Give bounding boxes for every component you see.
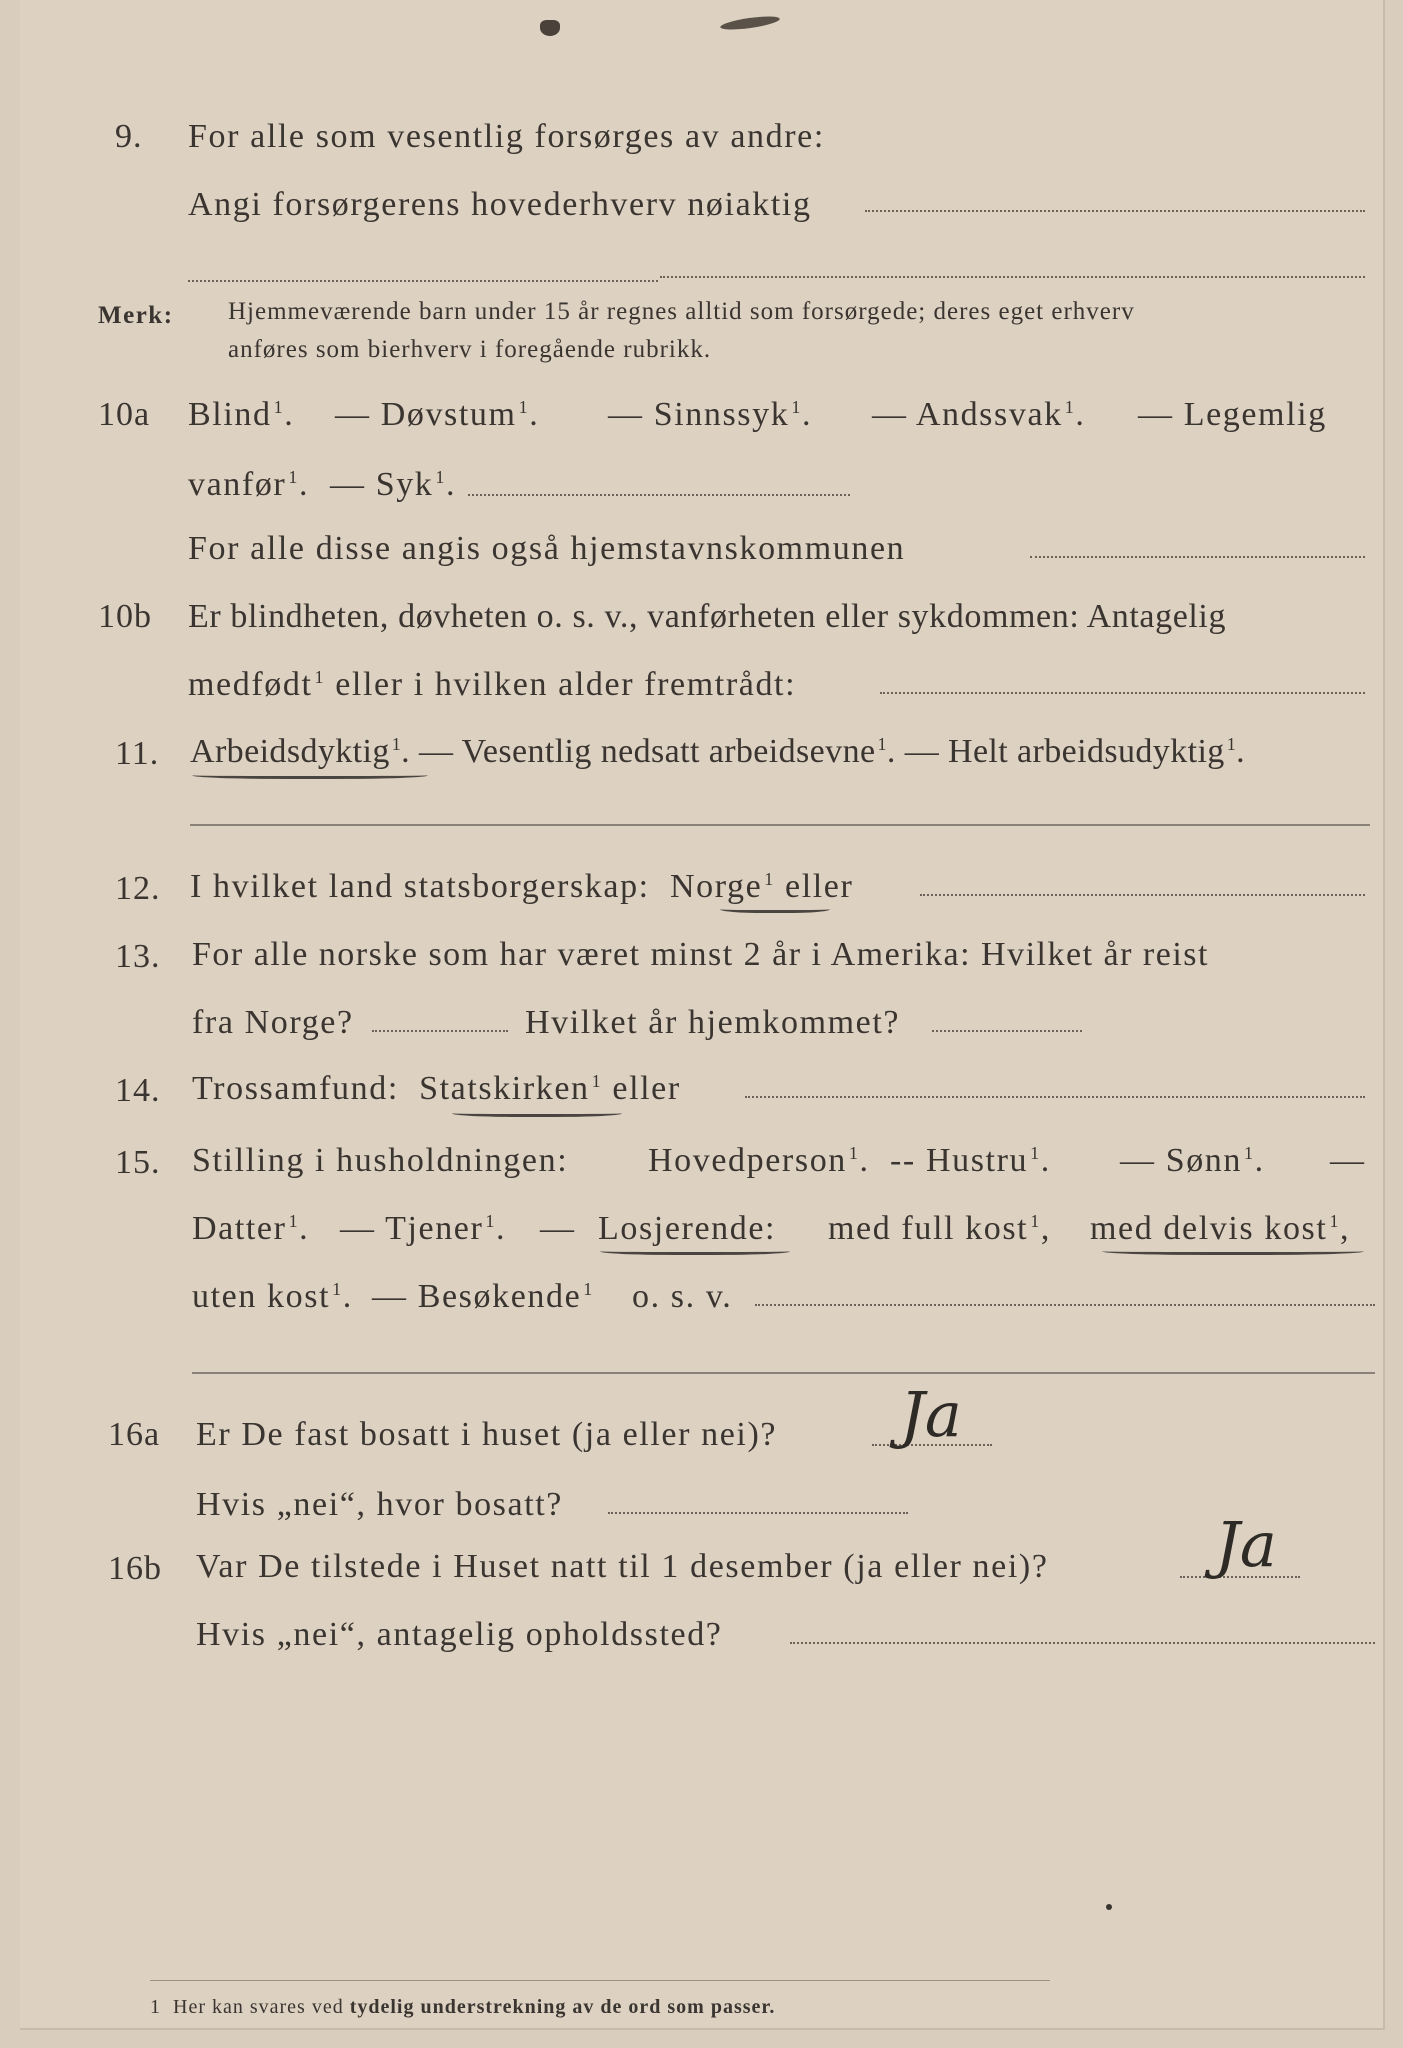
question-16a-line1: Er De fast bosatt i huset (ja eller nei)? [196, 1416, 778, 1453]
question-10a-line3: For alle disse angis også hjemstavnskommunen [188, 530, 906, 567]
answer-line-16a-b [608, 1512, 908, 1514]
ink-blot [720, 14, 781, 32]
answer-line-15 [755, 1304, 1375, 1306]
option-legemlig: — Legemlig [1138, 396, 1327, 433]
question-13-line1: For alle norske som har været minst 2 år i Amerika: Hvilket år reist [192, 936, 1209, 973]
osv: o. s. v. [632, 1278, 733, 1315]
dash: — [540, 1210, 576, 1247]
option-sinnssyk: — Sinnssyk $^1$. [608, 396, 813, 433]
answer-line-16b-b [790, 1642, 1375, 1644]
question-15-line1a: Stilling i husholdningen: [192, 1142, 569, 1179]
option-losjerende: Losjerende: [598, 1210, 777, 1247]
dash: — [1330, 1142, 1366, 1179]
ink-dot [1106, 1904, 1112, 1910]
footnote: 1 Her kan svares ved tydelig understrekning av de ord som passer. [150, 1996, 776, 2018]
answer-line-9 [865, 210, 1365, 212]
handwritten-answer-16b: Ja [1215, 1508, 1277, 1581]
option-blind: Blind $^1$. [188, 396, 295, 433]
question-10b-line2: medfødt $^1$ eller i hvilken alder fremtrådt: [188, 666, 797, 703]
footnote-divider [150, 1980, 1050, 1981]
option-sonn: — Sønn $^1$. [1120, 1142, 1265, 1179]
answer-line-syk [468, 494, 850, 496]
answer-line-12 [920, 894, 1365, 896]
question-16a-line2: Hvis „nei“, hvor bosatt? [196, 1486, 563, 1523]
answer-line-13b [932, 1030, 1082, 1032]
question-16b-line1: Var De tilstede i Huset natt til 1 desember (ja eller nei)? [196, 1548, 1049, 1585]
question-10b-number: 10b [98, 598, 152, 635]
question-9-number: 9. [115, 118, 143, 155]
handwritten-underline [192, 770, 428, 779]
question-14-text: Trossamfund: Statskirken $^1$ eller [192, 1070, 681, 1107]
question-14-number: 14. [115, 1072, 161, 1109]
question-11-options: Arbeidsdyktig $^1$. — Vesentlig nedsatt arbeidsevne $^1$. — Helt arbeidsudyktig $^1$. [190, 733, 1246, 770]
answer-line-10b [880, 692, 1365, 694]
question-12-text: I hvilket land statsborgerskap: Norge $^1$ eller [190, 868, 854, 905]
answer-line-15b [192, 1372, 1375, 1374]
answer-line-9b [188, 280, 658, 282]
question-16a-number: 16a [108, 1416, 161, 1453]
question-11-number: 11. [115, 735, 160, 772]
handwritten-underline [720, 904, 830, 913]
option-hovedperson: Hovedperson $^1$. [648, 1142, 870, 1179]
question-9-line1: For alle som vesentlig forsørges av andre: [188, 118, 825, 155]
handwritten-answer-16a: Ja [900, 1378, 962, 1451]
handwritten-underline [452, 1108, 622, 1117]
answer-line-14 [745, 1096, 1365, 1098]
question-10b-line1: Er blindheten, døvheten o. s. v., vanførheten eller sykdommen: Antagelig [188, 598, 1227, 635]
question-13-line2b: Hvilket år hjemkommet? [525, 1004, 901, 1041]
question-10a-number: 10a [98, 396, 151, 433]
merk-label: Merk: [98, 302, 174, 329]
answer-line-11 [190, 824, 1370, 826]
question-12-number: 12. [115, 870, 161, 907]
option-full-kost: med full kost $^1$, [828, 1210, 1051, 1247]
option-delvis-kost: med delvis kost $^1$, [1090, 1210, 1351, 1247]
option-tjener: — Tjener $^1$. [340, 1210, 507, 1247]
handwritten-underline [600, 1246, 790, 1255]
merk-line1: Hjemmeværende barn under 15 år regnes alltid som forsørgede; deres eget erhverv [228, 298, 1135, 325]
option-besokende: — Besøkende $^1$ [372, 1278, 594, 1315]
option-hustru: -- Hustru $^1$. [890, 1142, 1051, 1179]
census-form-page [20, 0, 1385, 2030]
option-dovstum: — Døvstum $^1$. [335, 396, 540, 433]
question-9-line2: Angi forsørgerens hovederhverv nøiaktig [188, 186, 812, 223]
answer-line-13a [372, 1030, 508, 1032]
ink-blot [540, 20, 560, 36]
answer-line-9c [660, 276, 1365, 278]
option-vanfor: vanfør $^1$. [188, 466, 310, 503]
question-15-number: 15. [115, 1144, 161, 1181]
merk-line2: anføres som bierhverv i foregående rubrikk. [228, 336, 712, 363]
handwritten-underline [1102, 1246, 1364, 1255]
question-13-number: 13. [115, 938, 161, 975]
option-datter: Datter $^1$. [192, 1210, 310, 1247]
question-16b-number: 16b [108, 1550, 162, 1587]
option-uten-kost: uten kost $^1$. [192, 1278, 353, 1315]
answer-line-10a [1030, 556, 1365, 558]
option-syk: — Syk $^1$. [330, 466, 457, 503]
question-16b-line2: Hvis „nei“, antagelig opholdssted? [196, 1616, 723, 1653]
option-andssvak: — Andssvak $^1$. [872, 396, 1086, 433]
option-arbeidsdyktig: Arbeidsdyktig [190, 733, 390, 770]
question-13-line2a: fra Norge? [192, 1004, 354, 1041]
